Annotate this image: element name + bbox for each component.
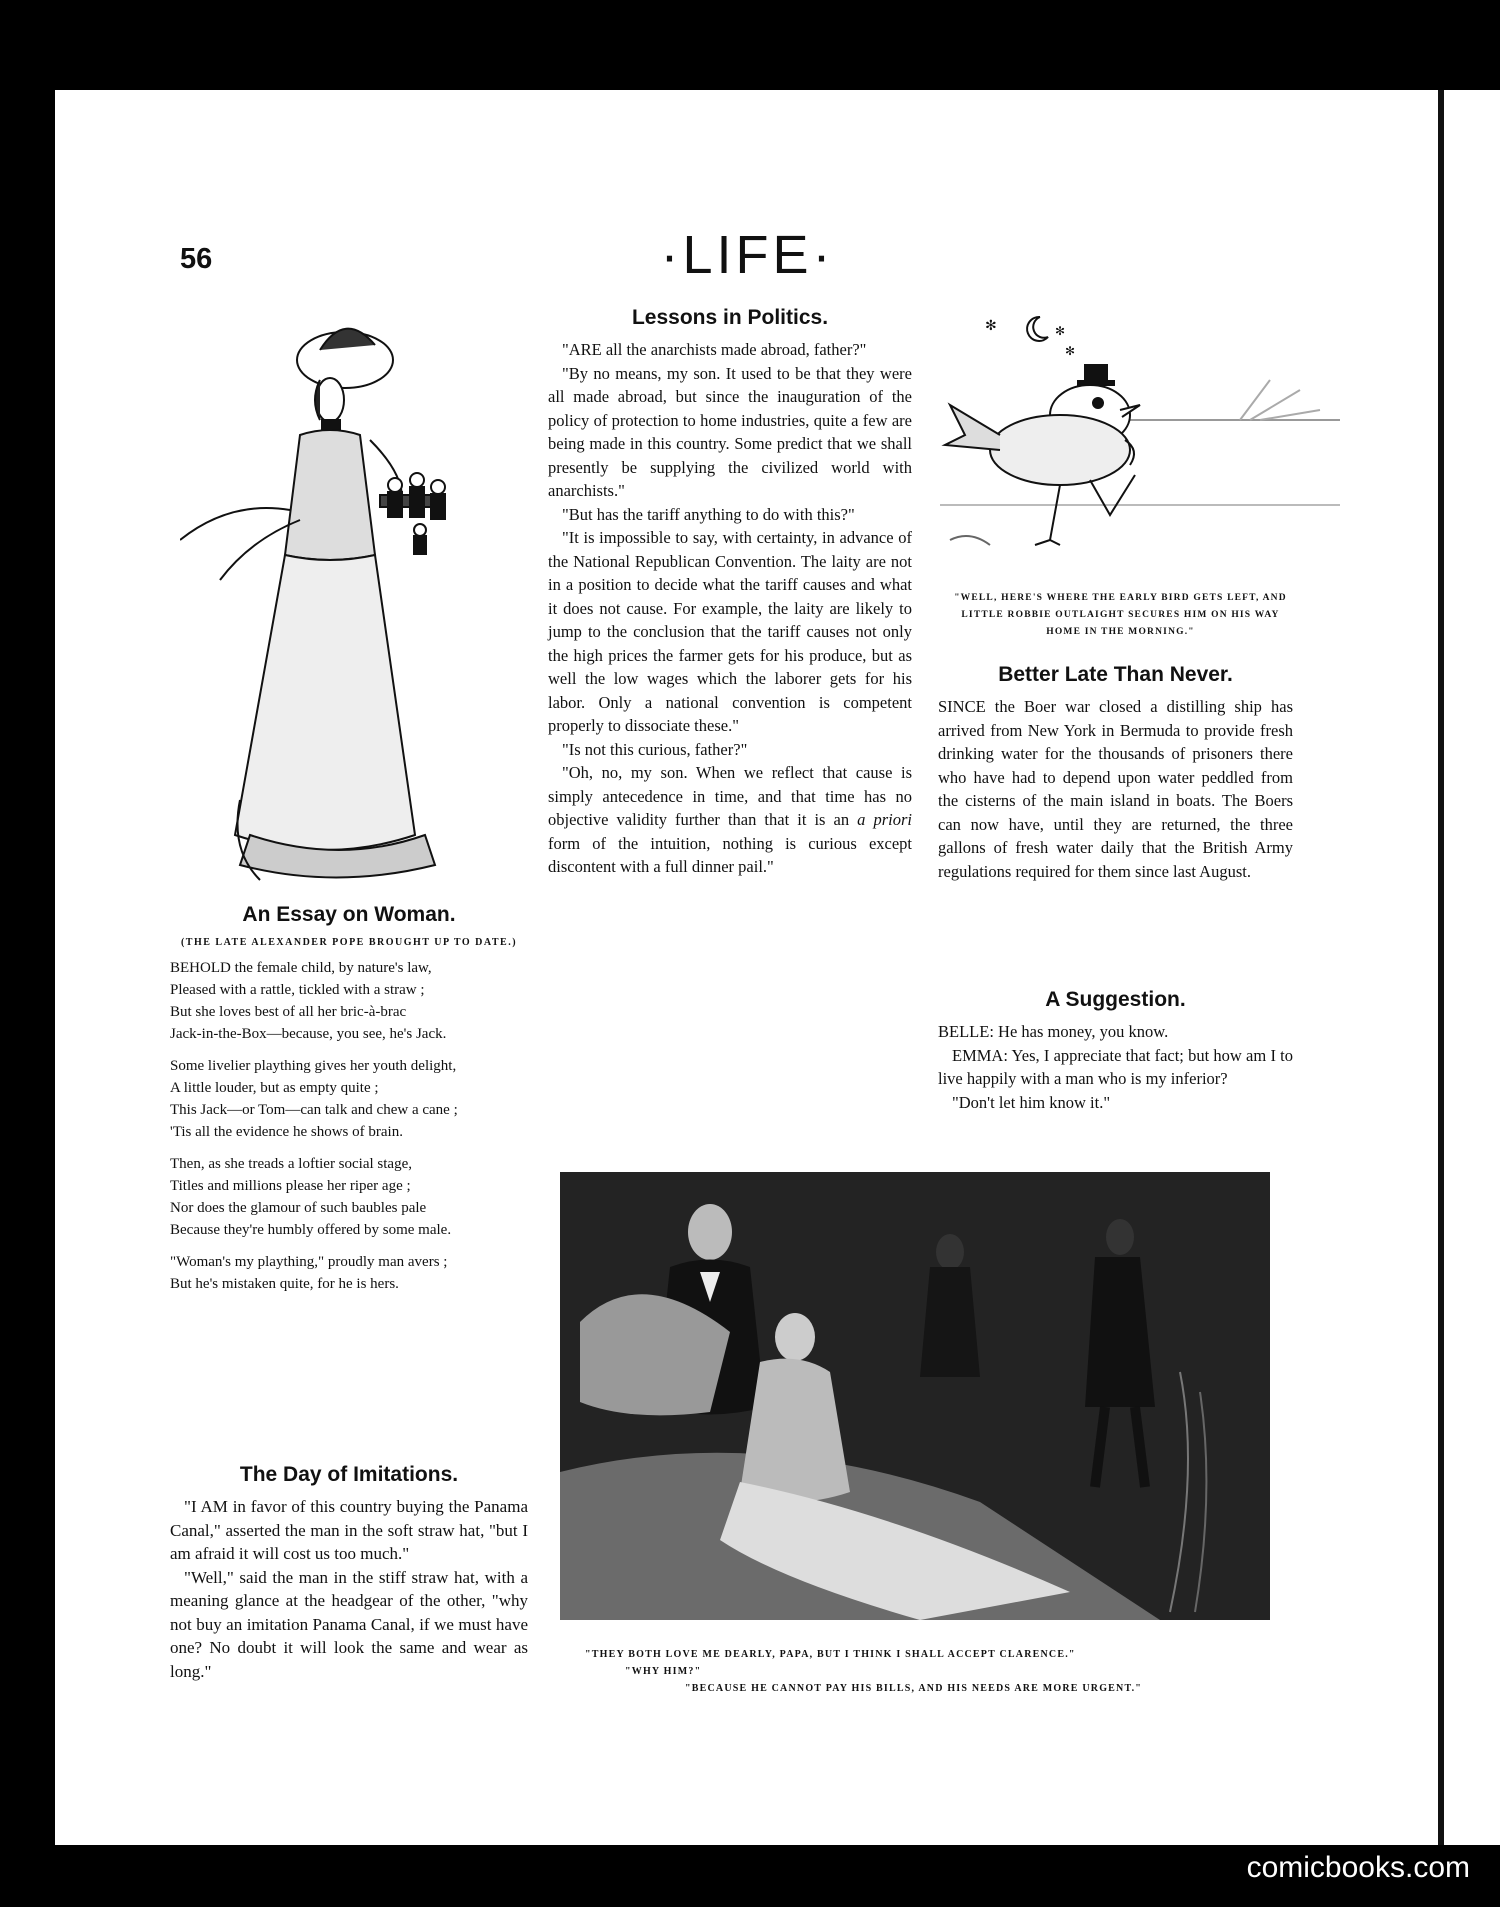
better-late-article	[938, 663, 1293, 883]
stanza-1	[170, 957, 528, 1045]
politics-paragraph	[548, 761, 912, 879]
politics-article	[548, 306, 912, 879]
salon-illustration	[560, 1172, 1270, 1620]
caption-line: "WHY HIM?"	[625, 1666, 702, 1677]
politics-title: Lessons in Politics.	[631, 306, 829, 329]
svg-text:✻: ✻	[1055, 324, 1066, 338]
politics-paragraph: "Is not this curious, father?"	[562, 739, 748, 759]
stanza-4	[170, 1251, 528, 1295]
verse-line: Some livelier plaything gives her youth delight,	[170, 1058, 457, 1074]
caption-line: "THEY BOTH LOVE ME DEARLY, PAPA, BUT I THINK I SHALL ACCEPT CLARENCE."	[585, 1649, 1076, 1660]
imitations-paragraph: "I AM in favor of this country buying the Panama Canal," asserted the man in the soft straw hat, "but I am afraid it will cost us too much."	[170, 1497, 528, 1563]
next-page-edge	[1444, 90, 1500, 1845]
politics-text: form of the intuition, nothing is curious except discontent with a full dinner pail."	[548, 833, 912, 876]
caption-line: "BECAUSE HE CANNOT PAY HIS BILLS, AND HIS NEEDS ARE MORE URGENT."	[685, 1683, 1143, 1694]
suggestion-paragraph: BELLE: He has money, you know.	[938, 1022, 1169, 1041]
essay-column	[170, 903, 528, 1305]
suggestion-article	[938, 988, 1293, 1114]
essay-title: An Essay on Woman.	[242, 903, 456, 926]
politics-paragraph: "By no means, my son. It used to be that they were all made abroad, but since the inauguration of the policy of protection to home industries, quite a few are being made in this country. Some predict that we shall presently be supplying the civilized world with anarchists."	[548, 363, 912, 500]
politics-paragraph: "ARE all the anarchists made abroad, father?"	[562, 340, 867, 359]
better-late-title: Better Late Than Never.	[998, 663, 1233, 686]
politics-paragraph: "It is impossible to say, with certainty, in advance of the National Republican Convention. The laity are not in a position to decide what the tariff causes and what it does not cause. For example, the laity are likely to jump to the conclusion that the tariff causes not only the high prices the farmer gets for his produce, but as well the low wages which the laborer gets for his labor. Only a national convention is competent properly to dissociate these."	[548, 528, 912, 735]
masthead-title: ·LIFE·	[660, 225, 835, 285]
verse-line: But she loves best of all her bric-à-brac	[170, 1004, 407, 1020]
bird-illustration	[940, 305, 1340, 575]
suggestion-paragraph: "Don't let him know it."	[952, 1092, 1111, 1112]
verse-line: This Jack—or Tom—can talk and chew a cane ;	[170, 1102, 458, 1118]
verse-line: Because they're humbly offered by some male.	[170, 1222, 452, 1238]
imitations-title: The Day of Imitations.	[239, 1463, 459, 1486]
verse-line: Titles and millions please her riper age ;	[170, 1178, 411, 1194]
woman-illustration	[180, 290, 540, 900]
suggestion-paragraph: EMMA: Yes, I appreciate that fact; but how am I to live happily with a man who is my inferior?	[938, 1045, 1293, 1088]
svg-text:✻: ✻	[1065, 344, 1076, 358]
verse-line: Pleased with a rattle, tickled with a straw ;	[170, 982, 425, 998]
photo-caption	[585, 1646, 1255, 1697]
imitations-article	[170, 1463, 528, 1683]
politics-paragraph: "But has the tariff anything to do with this?"	[562, 504, 855, 524]
verse-line: Jack-in-the-Box—because, you see, he's Jack.	[170, 1026, 447, 1042]
better-late-paragraph: SINCE the Boer war closed a distilling ship has arrived from New York in Bermuda to provide fresh drinking water for the thousands of prisoners there who have had to depend upon water peddled from the cisterns of the main island in boats. The Boers can now have, until they are returned, the three gallons of fresh water daily that the British Army regulations required for them since last August.	[938, 697, 1293, 881]
verse-line: Nor does the glamour of such baubles pale	[170, 1200, 427, 1216]
imitations-paragraph: "Well," said the man in the stiff straw hat, with a meaning glance at the headgear of the other, "why not buy an imitation Panama Canal, if we must have one? No doubt it will look the same and wear as long."	[170, 1567, 528, 1681]
politics-italic: a priori	[857, 810, 912, 829]
stanza-2	[170, 1055, 528, 1143]
verse-line: 'Tis all the evidence he shows of brain.	[170, 1124, 403, 1140]
essay-subtitle: (THE LATE ALEXANDER POPE BROUGHT UP TO DATE.)	[180, 937, 518, 948]
stanza-3	[170, 1153, 528, 1241]
verse-line: A little louder, but as empty quite ;	[170, 1080, 379, 1096]
svg-text:✻: ✻	[985, 318, 997, 334]
watermark: comicbooks.com	[1246, 1851, 1470, 1884]
suggestion-title: A Suggestion.	[1045, 988, 1186, 1011]
politics-text: "Oh, no, my son. When we reflect that cause is simply antecedence in time, and that time has no objective validity further than that it is an	[548, 763, 912, 829]
verse-line: BEHOLD the female child, by nature's law,	[170, 960, 432, 976]
essay-verse	[170, 957, 528, 1295]
verse-line: "Woman's my plaything," proudly man avers ;	[170, 1254, 448, 1270]
verse-line: But he's mistaken quite, for he is hers.	[170, 1276, 399, 1292]
verse-line: Then, as she treads a loftier social stage,	[170, 1156, 412, 1172]
bird-caption: "WELL, HERE'S WHERE THE EARLY BIRD GETS LEFT, AND LITTLE ROBBIE OUTLAIGHT SECURES HIM ON HIS WAY HOME IN THE MORNING."	[954, 593, 1287, 637]
salon-drawing	[560, 1172, 1270, 1620]
page-number: 56	[180, 243, 213, 275]
